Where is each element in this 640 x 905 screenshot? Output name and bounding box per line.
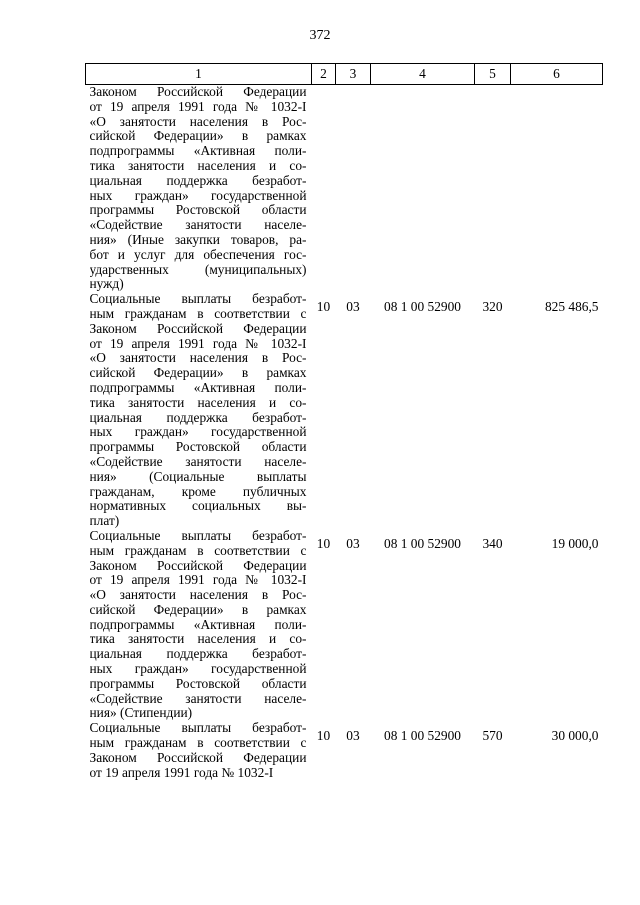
description-line: тика занятости населения и со- bbox=[89, 395, 307, 410]
description-line: подпрограммы «Активная поли- bbox=[89, 144, 307, 159]
description-line: тика занятости населения и со- bbox=[89, 158, 307, 173]
table-row bbox=[86, 529, 603, 721]
description-line: от 19 апреля 1991 года № 1032-I bbox=[89, 336, 307, 351]
col-header-section: 2 bbox=[312, 64, 336, 85]
page-number: 372 bbox=[309, 28, 331, 43]
description-line: ным гражданам в соответствии с bbox=[89, 543, 307, 558]
description-line: программы Ростовской области bbox=[89, 203, 307, 218]
description-line: сийской Федерации» в рамках bbox=[89, 366, 307, 381]
description-line: циальная поддержка безработ- bbox=[89, 647, 307, 662]
row-expense-type: 570 bbox=[482, 728, 503, 744]
row-description bbox=[86, 721, 312, 780]
description-line: циальная поддержка безработ- bbox=[89, 410, 307, 425]
description-line: плат) bbox=[89, 514, 120, 529]
row-amount: 825 486,5 bbox=[544, 299, 599, 315]
description-line: Законом Российской Федерации bbox=[89, 321, 307, 336]
description-line: ударственных (муниципальных) bbox=[89, 262, 307, 277]
row-expense-type: 320 bbox=[482, 299, 503, 315]
description-line: ным гражданам в соответствии с bbox=[89, 306, 307, 321]
description-line: Законом Российской Федерации bbox=[89, 85, 307, 99]
col-header-subsection: 3 bbox=[336, 64, 371, 85]
row-target-article: 08 1 00 52900 bbox=[384, 535, 461, 551]
row-subsection bbox=[336, 85, 371, 293]
row-section: 10 bbox=[316, 728, 331, 744]
row-amount: 19 000,0 bbox=[551, 535, 599, 551]
description-line: ния» (Социальные выплаты bbox=[89, 469, 307, 484]
description-line: ния» (Стипендии) bbox=[89, 706, 193, 721]
description-line: Социальные выплаты безработ- bbox=[89, 721, 307, 736]
description-line: ния» (Иные закупки товаров, ра- bbox=[89, 232, 307, 247]
row-description bbox=[86, 529, 312, 721]
description-line: от 19 апреля 1991 года № 1032-I bbox=[89, 765, 274, 780]
description-line: сийской Федерации» в рамках bbox=[89, 602, 307, 617]
row-subsection: 03 bbox=[346, 299, 360, 315]
row-description bbox=[86, 85, 312, 293]
description-line: от 19 апреля 1991 года № 1032-I bbox=[89, 573, 307, 588]
description-line: Социальные выплаты безработ- bbox=[89, 528, 307, 543]
row-description bbox=[86, 292, 312, 529]
row-target-article bbox=[371, 85, 475, 293]
description-line: «Содействие занятости населе- bbox=[89, 691, 307, 706]
description-line: «О занятости населения в Рос- bbox=[89, 588, 307, 603]
row-section bbox=[312, 85, 336, 293]
row-section: 10 bbox=[316, 299, 331, 315]
table-header-row bbox=[86, 64, 603, 85]
budget-table bbox=[85, 63, 603, 780]
col-header-description: 1 bbox=[86, 64, 312, 85]
row-expense-type: 340 bbox=[482, 535, 503, 551]
table-row bbox=[86, 292, 603, 529]
table-row bbox=[86, 85, 603, 293]
col-header-expense-type: 5 bbox=[475, 64, 511, 85]
description-line: нужд) bbox=[89, 277, 124, 292]
table-row bbox=[86, 721, 603, 780]
description-line: нормативных социальных вы- bbox=[89, 499, 307, 514]
description-line: программы Ростовской области bbox=[89, 440, 307, 455]
description-line: ным гражданам в соответствии с bbox=[89, 736, 307, 751]
description-line: от 19 апреля 1991 года № 1032-I bbox=[89, 99, 307, 114]
table-body bbox=[86, 85, 603, 781]
row-expense-type bbox=[475, 85, 511, 293]
row-subsection: 03 bbox=[346, 728, 360, 744]
description-line: сийской Федерации» в рамках bbox=[89, 129, 307, 144]
description-line: Социальные выплаты безработ- bbox=[89, 292, 307, 307]
row-section: 10 bbox=[316, 535, 331, 551]
description-line: тика занятости населения и со- bbox=[89, 632, 307, 647]
description-line: бот и услуг для обеспечения гос- bbox=[89, 247, 307, 262]
col-header-target-article: 4 bbox=[371, 64, 475, 85]
description-line: Законом Российской Федерации bbox=[89, 558, 307, 573]
description-line: ных граждан» государственной bbox=[89, 188, 307, 203]
description-line: гражданам, кроме публичных bbox=[89, 484, 307, 499]
description-line: «О занятости населения в Рос- bbox=[89, 351, 307, 366]
row-amount: 30 000,0 bbox=[551, 728, 599, 744]
description-line: подпрограммы «Активная поли- bbox=[89, 380, 307, 395]
description-line: «Содействие занятости населе- bbox=[89, 218, 307, 233]
description-line: ных граждан» государственной bbox=[89, 425, 307, 440]
description-line: Законом Российской Федерации bbox=[89, 750, 307, 765]
description-line: «Содействие занятости населе- bbox=[89, 454, 307, 469]
description-line: «О занятости населения в Рос- bbox=[89, 114, 307, 129]
row-target-article: 08 1 00 52900 bbox=[384, 299, 461, 315]
col-header-amount: 6 bbox=[511, 64, 603, 85]
description-line: подпрограммы «Активная поли- bbox=[89, 617, 307, 632]
row-target-article: 08 1 00 52900 bbox=[384, 728, 461, 744]
description-line: циальная поддержка безработ- bbox=[89, 173, 307, 188]
description-line: ных граждан» государственной bbox=[89, 662, 307, 677]
row-subsection: 03 bbox=[346, 535, 360, 551]
description-line: программы Ростовской области bbox=[89, 676, 307, 691]
row-amount bbox=[511, 85, 603, 293]
